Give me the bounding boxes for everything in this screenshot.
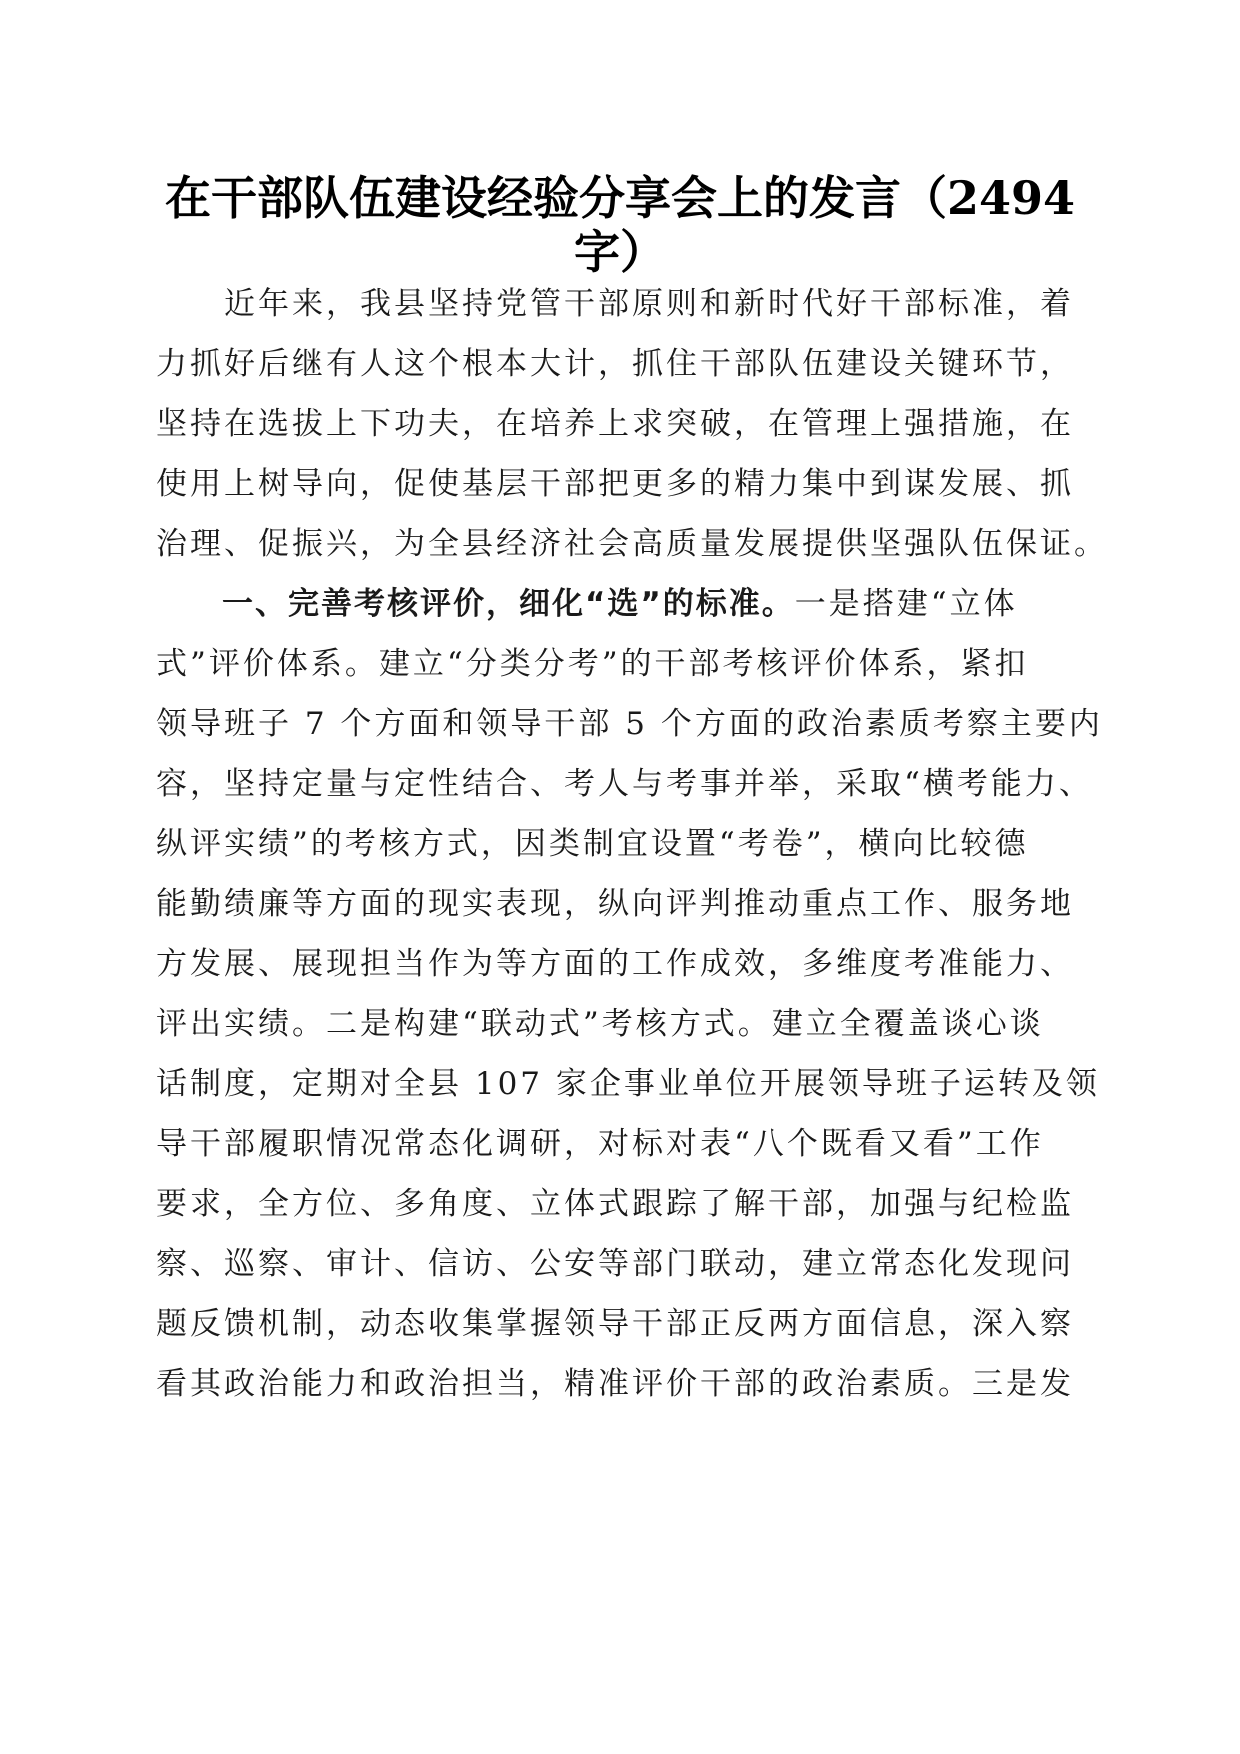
paragraph-line: 察、巡察、审计、信访、公安等部门联动，建立常态化发现问 [156, 1246, 1074, 1282]
paragraph-line: 评出实绩。二是构建“联动式”考核方式。建立全覆盖谈心谈 [156, 1006, 1044, 1042]
paragraph-line: 方发展、展现担当作为等方面的工作成效，多维度考准能力、 [156, 946, 1074, 982]
paragraph-line: 导干部履职情况常态化调研，对标对表“八个既看又看”工作 [156, 1126, 1044, 1162]
section-heading-line [156, 582, 1116, 626]
paragraph-line: 坚持在选拔上下功夫，在培养上求突破，在管理上强措施，在 [156, 406, 1074, 442]
paragraph-line: 看其政治能力和政治担当，精准评价干部的政治素质。三是发 [156, 1366, 1074, 1402]
paragraph-line: 力抓好后继有人这个根本大计，抓住干部队伍建设关键环节， [156, 346, 1074, 382]
paragraph-line: 纵评实绩”的考核方式，因类制宜设置“考卷”，横向比较德 [156, 826, 1029, 862]
paragraph-line: 治理、促振兴，为全县经济社会高质量发展提供坚强队伍保证。 [156, 526, 1108, 562]
paragraph-line: 话制度，定期对全县 107 家企事业单位开展领导班子运转及领 [156, 1066, 1100, 1102]
paragraph-line: 式”评价体系。建立“分类分考”的干部考核评价体系，紧扣 [156, 646, 1029, 682]
section-heading: 一、完善考核评价，细化“选”的标准。 [156, 586, 795, 622]
paragraph-line: 使用上树导向，促使基层干部把更多的精力集中到谋发展、抓 [156, 466, 1074, 502]
document-title-line-2: 字） [574, 225, 666, 279]
document-title-line-1: 在干部队伍建设经验分享会上的发言（2494 [164, 171, 1076, 225]
paragraph-line: 能勤绩廉等方面的现实表现，纵向评判推动重点工作、服务地 [156, 886, 1074, 922]
paragraph-line: 领导班子 7 个方面和领导干部 5 个方面的政治素质考察主要内 [156, 706, 1103, 742]
paragraph-line: 近年来，我县坚持党管干部原则和新时代好干部标准，着 [156, 286, 1074, 322]
paragraph-line: 要求，全方位、多角度、立体式跟踪了解干部，加强与纪检监 [156, 1186, 1074, 1222]
section-heading-continuation: 一是搭建“立体 [794, 586, 1018, 622]
paragraph-line: 题反馈机制，动态收集掌握领导干部正反两方面信息，深入察 [156, 1306, 1074, 1342]
paragraph-line: 容，坚持定量与定性结合、考人与考事并举，采取“横考能力、 [156, 766, 1093, 802]
